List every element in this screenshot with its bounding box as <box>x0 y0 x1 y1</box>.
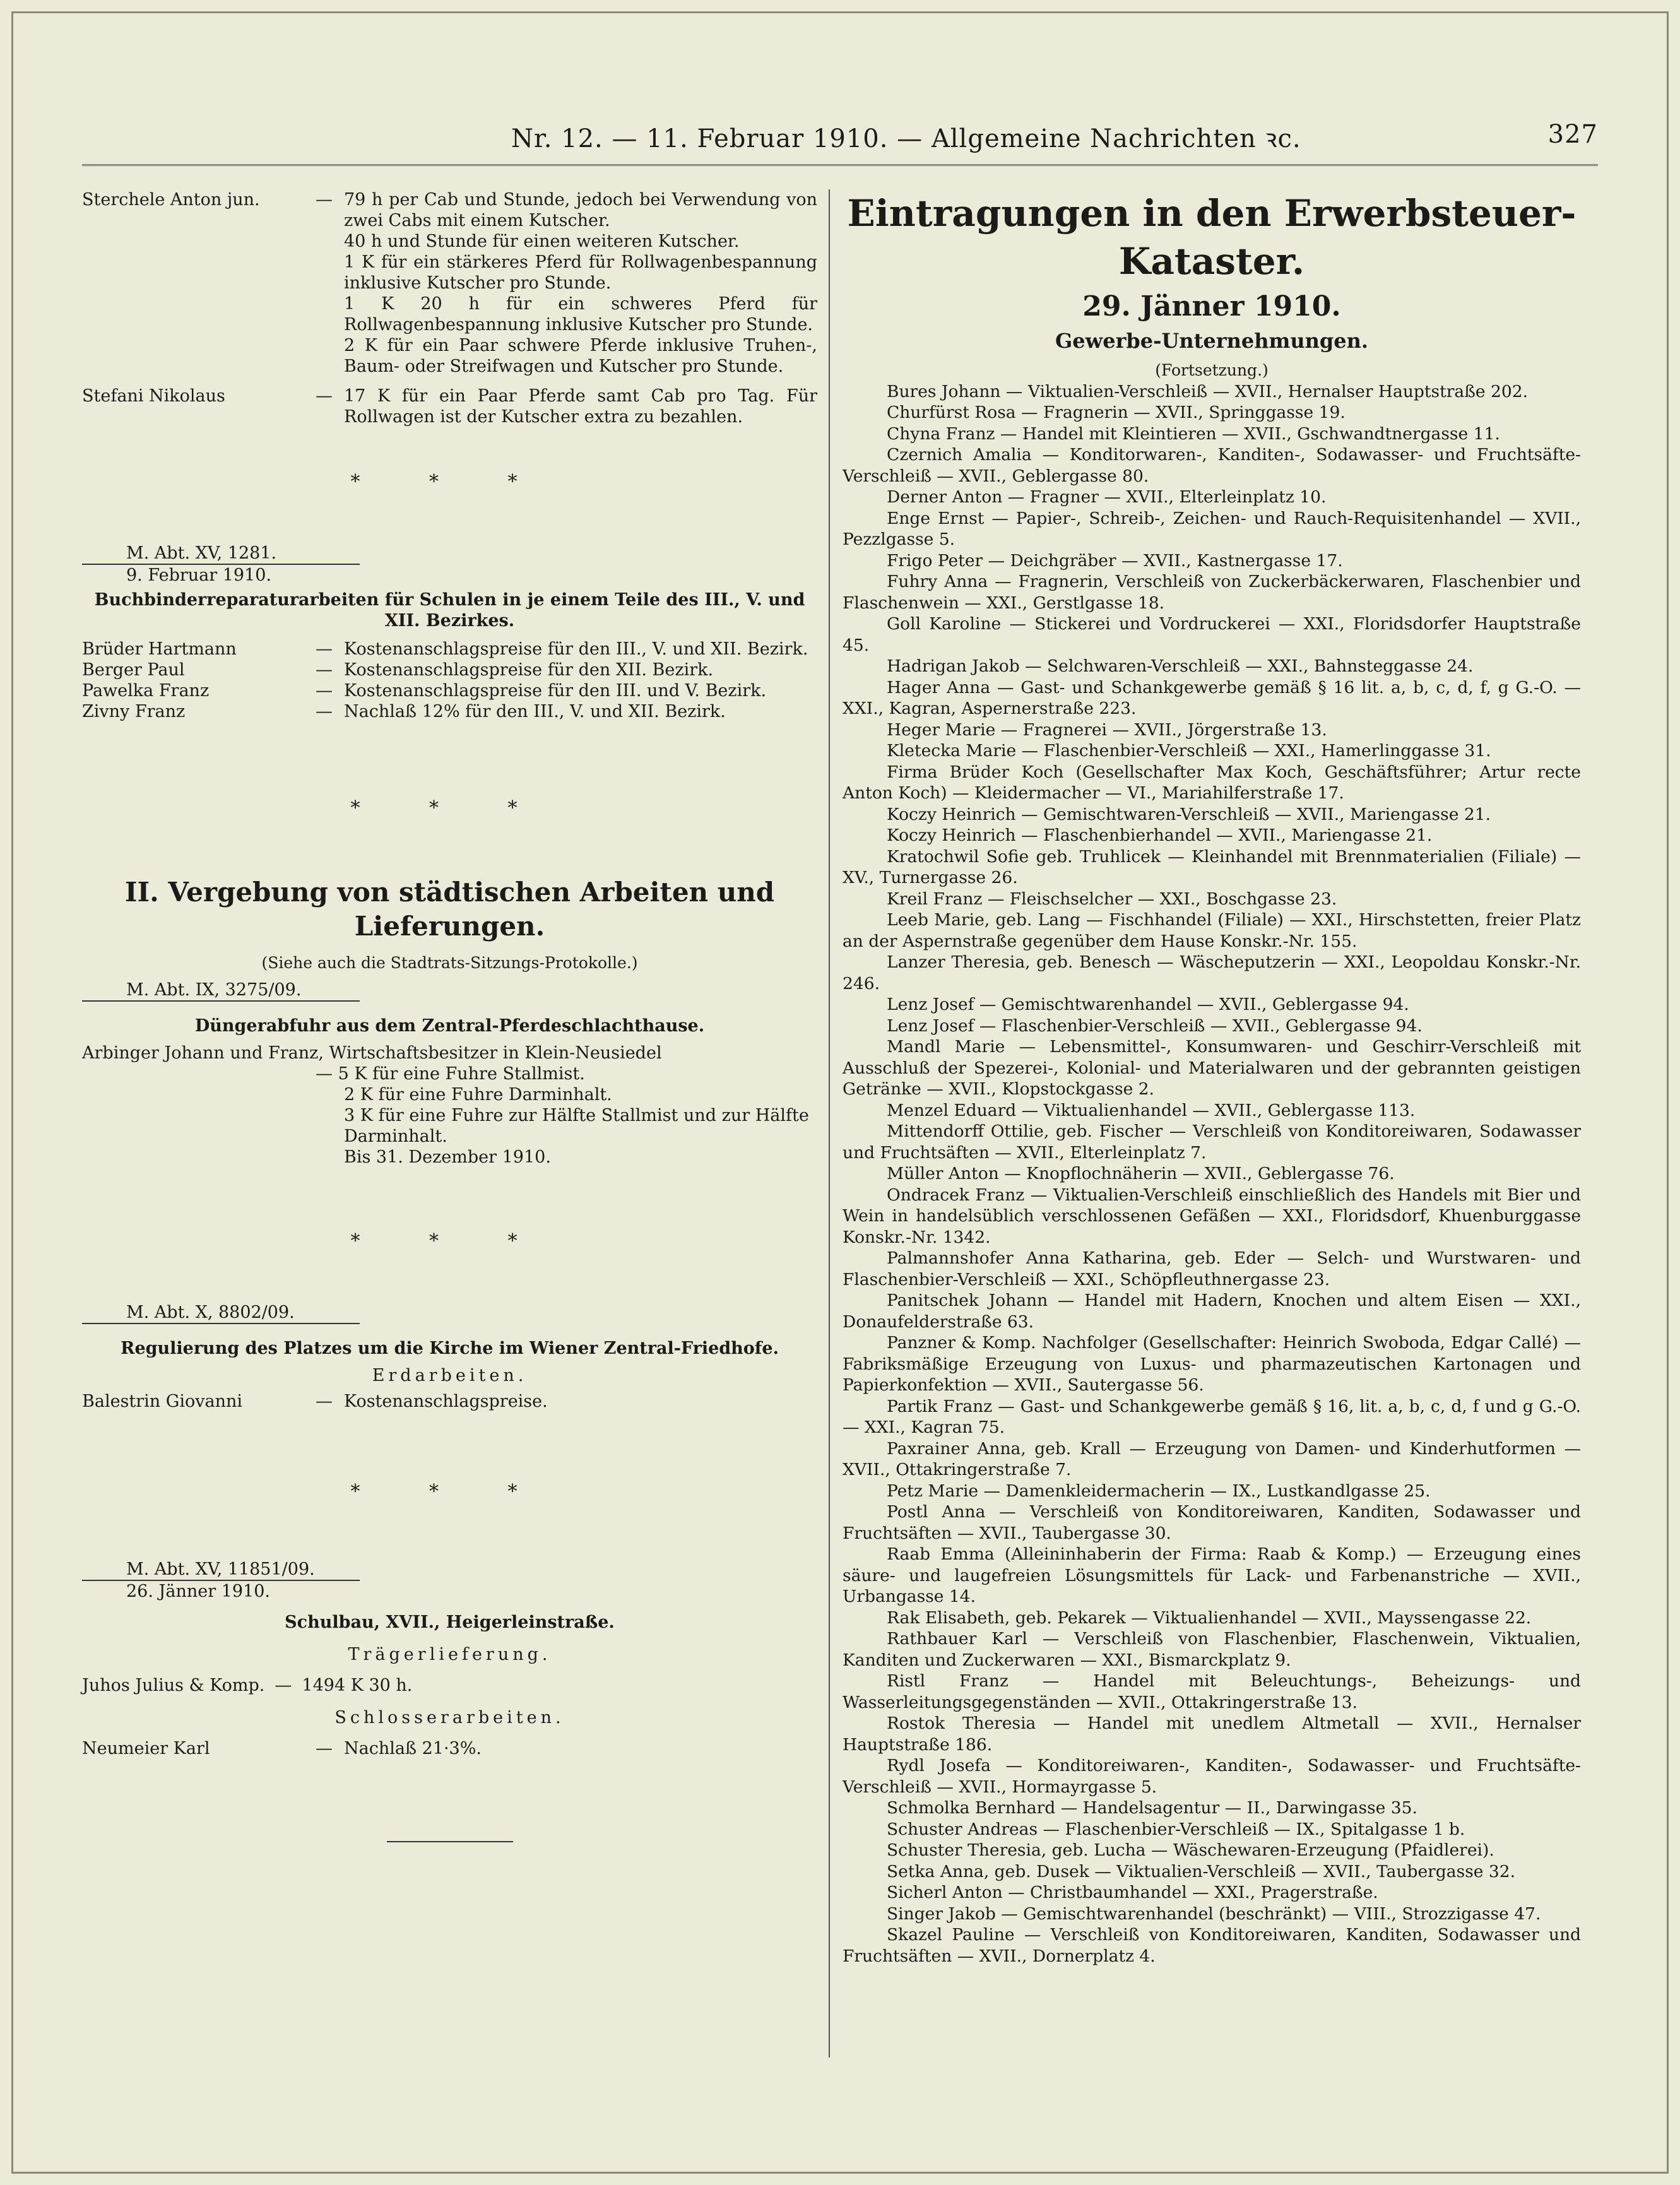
register-entry: Postl Anna — Verschleiß von Konditoreiwaren, Kanditen, Sodawasser und Fruchtsäften — XVII., Taubergasse 30. <box>843 1502 1581 1543</box>
left-column <box>82 189 817 1842</box>
bidder-name: Zivny Franz <box>82 702 186 721</box>
register-entry: Chyna Franz — Handel mit Kleintieren — XVII., Gschwandtnergasse 11. <box>887 423 1500 444</box>
register-entry: Churfürst Rosa — Fragnerin — XVII., Springgasse 19. <box>887 403 1346 422</box>
section-separator-stars: * * * <box>350 1230 549 1252</box>
tender-date: 9. Februar 1910. <box>126 565 272 585</box>
register-category: Gewerbe-Unternehmungen. <box>1055 329 1369 353</box>
dash: — <box>316 660 333 680</box>
tender-block-bookbinding <box>82 543 817 722</box>
register-entry: Hadrigan Jakob — Selchwaren-Verschleiß — XXI., Bahnsteggasse 24. <box>887 656 1474 676</box>
register-entry: Koczy Heinrich — Flaschenbierhandel — XVII., Mariengasse 21. <box>887 826 1433 845</box>
dash: — <box>316 639 333 659</box>
section-separator-stars: * * * <box>350 471 549 493</box>
offer-entry <box>82 293 817 335</box>
register-entry: Hager Anna — Gast- und Schankgewerbe gemäß § 16 lit. a, b, c, d, f, g G.-O. — XXI., Kagran, Aspernerstraße 223. <box>843 677 1581 718</box>
offer-desc: 79 h per Cab und Stunde, jedoch bei Verwendung von zwei Cabs mit einem Kutscher. <box>344 190 817 230</box>
bidder-name: Pawelka Franz <box>82 681 210 701</box>
bid-line: — 5 K für eine Fuhre Stallmist. <box>316 1064 585 1084</box>
dash: — <box>316 1739 333 1758</box>
register-entry: Müller Anton — Knopflochnäherin — XVII., Geblergasse 76. <box>887 1164 1395 1183</box>
register-entry: Bures Johann — Viktualien-Verschleiß — XVII., Hernalser Hauptstraße 202. <box>887 381 1529 401</box>
tender-heading: Regulierung des Platzes um die Kirche im Wiener Zentral-Friedhofe. <box>121 1339 779 1358</box>
dash: — <box>316 681 333 701</box>
dash: — <box>275 1676 292 1695</box>
header-title: Nr. 12. — 11. Februar 1910. — Allgemeine Nachrichten ꝛc. <box>511 124 1301 153</box>
register-entry: Koczy Heinrich — Gemischtwaren-Verschleiß — XVII., Mariengasse 21. <box>887 804 1491 824</box>
bid-terms: Nachlaß 12% für den III., V. und XII. Bezirk. <box>344 702 726 721</box>
section-separator-stars: * * * <box>350 797 549 819</box>
bid-line: 3 K für eine Fuhre zur Hälfte Stallmist und zur Hälfte Darminhalt. <box>344 1106 809 1146</box>
bidder-name: Juhos Julius & Komp. <box>82 1676 265 1695</box>
bidder-name: Arbinger Johann und Franz, Wirtschaftsbesitzer in Klein-Neusiedel <box>82 1043 662 1063</box>
work-type: Erdarbeiten. <box>372 1366 528 1385</box>
dash: — <box>316 386 333 406</box>
register-entry: Partik Franz — Gast- und Schankgewerbe gemäß § 16, lit. a, b, c, d, f und g G.-O. — XXI., Kagran 75. <box>843 1396 1581 1437</box>
offer-desc: 2 K für ein Paar schwere Pferde inklusive Truhen-, Baum- oder Streifwagen und Kutscher pro Stunde. <box>344 336 817 376</box>
register-entry: Ristl Franz — Handel mit Beleuchtungs-, Beheizungs- und Wasserleitungsgegenständen — XVII., Ottakringerstraße 13. <box>843 1671 1581 1712</box>
register-entry: Leeb Marie, geb. Lang — Fischhandel (Filiale) — XXI., Hirschstetten, freier Platz an der Aspernstraße gegenüber dem Hause Konskr.-Nr. 155. <box>843 910 1581 951</box>
register-entry: Rak Elisabeth, geb. Pekarek — Viktualienhandel — XVII., Mayssengasse 22. <box>887 1608 1532 1628</box>
reference-number: M. Abt. X, 8802/09. <box>82 1302 360 1324</box>
page-header <box>82 114 1598 158</box>
register-entry: Mittendorff Ottilie, geb. Fischer — Verschleiß von Konditoreiwaren, Sodawasser und Fruchtsäften — XVII., Elterleinplatz 7. <box>843 1122 1581 1163</box>
offer-name: Stefani Nikolaus <box>82 386 225 406</box>
register-entry: Panzner & Komp. Nachfolger (Gesellschafter: Heinrich Swoboda, Edgar Callé) — Fabriksmäßige Erzeugung von Luxus- und pharmazeutischen Kartonagen und Papierkonfektion — XVII., Sautergasse 56. <box>843 1333 1581 1395</box>
bidder-name: Brüder Hartmann <box>82 639 237 659</box>
page-number: 327 <box>1547 120 1598 149</box>
dash: — <box>316 190 333 210</box>
register-entry: Derner Anton — Fragner — XVII., Elterleinplatz 10. <box>887 487 1327 507</box>
register-entry: Lanzer Theresia, geb. Benesch — Wäscheputzerin — XXI., Leopoldau Konskr.-Nr. 246. <box>843 952 1581 993</box>
register-entry: Rostok Theresia — Handel mit unedlem Altmetall — XVII., Hernalser Hauptstraße 186. <box>843 1714 1581 1755</box>
register-entry: Lenz Josef — Gemischtwarenhandel — XVII., Geblergasse 94. <box>887 995 1409 1014</box>
bid-terms: Kostenanschlagspreise für den III., V. und XII. Bezirk. <box>344 639 808 659</box>
register-entry: Raab Emma (Alleininhaberin der Firma: Raab & Komp.) — Erzeugung eines säure- und laugefreien Lösungsmittels für Lack- und Farbenanstriche — XVII., Urbangasse 14. <box>843 1544 1581 1606</box>
offer-entry <box>82 386 817 427</box>
register-entry: Goll Karoline — Stickerei und Vordruckerei — XXI., Floridsdorfer Hauptstraße 45. <box>843 614 1581 655</box>
register-entry: Menzel Eduard — Viktualienhandel — XVII., Geblergasse 113. <box>887 1100 1416 1120</box>
register-entry: Palmannshofer Anna Katharina, geb. Eder — Selch- und Wurstwaren- und Flaschenbier-Verschleiß — XXI., Schöpfleuthnergasse 23. <box>843 1248 1581 1289</box>
tender-entry <box>82 1675 817 1696</box>
register-entry: Fuhry Anna — Fragnerin, Verschleiß von Zuckerbäckerwaren, Flaschenbier und Flaschenwein — XXI., Gerstlgasse 18. <box>843 572 1581 613</box>
end-rule <box>387 1841 513 1842</box>
work-type: Trägerlieferung. <box>348 1645 552 1664</box>
register-entry: Petz Marie — Damenkleidermacherin — IX., Lustkandlgasse 25. <box>887 1481 1431 1501</box>
register-entry: Kletecka Marie — Flaschenbier-Verschleiß — XXI., Hamerlinggasse 31. <box>887 741 1491 761</box>
register-entry: Rathbauer Karl — Verschleiß von Flaschenbier, Flaschenwein, Viktualien, Kanditen und Zuckerwaren — XXI., Bismarckplatz 9. <box>843 1629 1581 1670</box>
offer-entry <box>82 335 817 377</box>
register-entry: Heger Marie — Fragnerei — XVII., Jörgerstraße 13. <box>887 719 1327 740</box>
register-entry: Kreil Franz — Fleischselcher — XXI., Boschgasse 23. <box>887 889 1337 909</box>
tender-entry <box>82 639 817 660</box>
bid-terms: 1494 K 30 h. <box>302 1676 413 1695</box>
register-entry: Schuster Andreas — Flaschenbier-Verschleiß — IX., Spitalgasse 1 b. <box>887 1819 1465 1839</box>
tender-block-manure <box>82 980 817 1168</box>
register-entry: Ondracek Franz — Viktualien-Verschleiß einschließlich des Handels mit Bier und Wein in handelsüblich verschlossenen Gefäßen — XXI., Floridsdorf, Khuenburggasse Konskr.-Nr. 1342. <box>843 1185 1581 1247</box>
tender-date: 26. Jänner 1910. <box>126 1582 270 1601</box>
bidder-name: Berger Paul <box>82 660 185 680</box>
register-entry: Rydl Josefa — Konditoreiwaren-, Kanditen-, Sodawasser- und Fruchtsäfte-Verschleiß — XVII., Hormayrgasse 5. <box>843 1756 1581 1797</box>
offer-entry <box>82 252 817 293</box>
offer-name <box>82 231 316 252</box>
column-title: Eintragungen in den Erwerbsteuer-Kataster. <box>847 192 1576 283</box>
tender-heading: Buchbinderreparaturarbeiten für Schulen in je einem Teile des III., V. und XII. Bezirkes. <box>94 590 805 631</box>
continuation-note: (Fortsetzung.) <box>1155 361 1269 379</box>
register-entry: Schuster Theresia, geb. Lucha — Wäschewaren-Erzeugung (Pfaidlerei). <box>887 1840 1494 1860</box>
bid-terms: Kostenanschlagspreise für den XII. Bezirk. <box>344 660 714 680</box>
reference-number: M. Abt. XV, 1281. <box>82 543 360 565</box>
register-entry: Lenz Josef — Flaschenbier-Verschleiß — XVII., Geblergasse 94. <box>887 1016 1423 1036</box>
tender-entry <box>82 1391 817 1412</box>
dash: — <box>316 702 333 721</box>
tender-entry <box>82 1738 817 1759</box>
tender-heading: Düngerabfuhr aus dem Zentral-Pferdeschlachthause. <box>194 1016 705 1036</box>
bidder-name: Balestrin Giovanni <box>82 1392 242 1411</box>
offer-desc: 40 h und Stunde für einen weiteren Kutscher. <box>344 232 740 251</box>
offer-desc: 17 K für ein Paar Pferde samt Cab pro Tag. Für Rollwagen ist der Kutscher extra zu bezahlen. <box>344 386 817 427</box>
offer-name: Sterchele Anton jun. <box>82 190 260 210</box>
register-entry: Firma Brüder Koch (Gesellschafter Max Koch, Geschäftsführer; Artur recte Anton Koch) — Kleidermacher — VI., Mariahilferstraße 17. <box>843 762 1581 803</box>
bidder-name: Neumeier Karl <box>82 1739 210 1758</box>
bid-terms: Kostenanschlagspreise für den III. und V. Bezirk. <box>344 681 767 701</box>
offer-list-top <box>82 189 817 427</box>
right-column <box>843 189 1581 1967</box>
bid-line: 2 K für eine Fuhre Darminhalt. <box>344 1085 612 1104</box>
tender-entry <box>82 701 817 722</box>
register-entry: Mandl Marie — Lebensmittel-, Konsumwaren- und Geschirr-Verschleiß mit Ausschluß der Spezerei-, Kolonial- und Materialwaren und der gebrannten geistigen Getränke — XVII., Klopstockgasse 2. <box>843 1037 1581 1099</box>
offer-name <box>82 335 316 377</box>
register-entry: Paxrainer Anna, geb. Krall — Erzeugung von Damen- und Kinderhutformen — XVII., Ottakringerstraße 7. <box>843 1438 1581 1479</box>
register-date: 29. Jänner 1910. <box>1082 290 1341 323</box>
bid-validity: Bis 31. Dezember 1910. <box>344 1147 551 1167</box>
register-entry: Kratochwil Sofie geb. Truhlicek — Kleinhandel mit Brennmaterialien (Filiale) — XV., Turnergasse 26. <box>843 846 1581 887</box>
register-entry: Enge Ernst — Papier-, Schreib-, Zeichen- und Rauch-Requisitenhandel — XVII., Pezzlgasse 5. <box>843 508 1581 549</box>
register-entries <box>843 381 1581 1967</box>
header-rule <box>82 164 1598 166</box>
register-entry: Schmolka Bernhard — Handelsagentur — II., Darwingasse 35. <box>887 1798 1417 1818</box>
section-separator-stars: * * * <box>350 1481 549 1503</box>
offer-desc: 1 K für ein stärkeres Pferd für Rollwagenbespannung inklusive Kutscher pro Stunde. <box>344 252 817 293</box>
work-type: Schlosserarbeiten. <box>334 1708 565 1727</box>
column-divider <box>829 189 830 2058</box>
dash: — <box>316 1392 333 1411</box>
register-entry: Singer Jakob — Gemischtwarenhandel (beschränkt) — VIII., Strozzigasse 47. <box>887 1904 1541 1924</box>
offer-entry <box>82 189 817 231</box>
register-entry: Panitschek Johann — Handel mit Hadern, Knochen und altem Eisen — XXI., Donaufelderstraße 63. <box>843 1291 1581 1332</box>
tender-block-cemetery <box>82 1302 817 1412</box>
section-note: (Siehe auch die Stadtrats-Sitzungs-Protokolle.) <box>261 954 638 972</box>
offer-name <box>82 252 316 293</box>
offer-entry <box>82 231 817 252</box>
tender-block-schoolbuild <box>82 1559 817 1842</box>
reference-number: M. Abt. XV, 11851/09. <box>82 1559 360 1581</box>
offer-desc: 1 K 20 h für ein schweres Pferd für Rollwagenbespannung inklusive Kutscher pro Stunde. <box>344 294 817 335</box>
tender-entry <box>82 660 817 680</box>
tender-entry <box>82 680 817 701</box>
register-entry: Sicherl Anton — Christbaumhandel — XXI., Pragerstraße. <box>887 1883 1378 1902</box>
register-entry: Frigo Peter — Deichgräber — XVII., Kastnergasse 17. <box>887 550 1343 571</box>
register-entry: Czernich Amalia — Konditorwaren-, Kanditen-, Sodawasser- und Fruchtsäfte-Verschleiß — XVII., Geblergasse 80. <box>843 445 1581 486</box>
register-entry: Skazel Pauline — Verschleiß von Konditoreiwaren, Kanditen, Sodawasser und Fruchtsäften — XVII., Dornerplatz 4. <box>843 1925 1581 1966</box>
reference-number: M. Abt. IX, 3275/09. <box>82 980 360 1002</box>
bid-terms: Kostenanschlagspreise. <box>344 1392 548 1411</box>
register-entry: Setka Anna, geb. Dusek — Viktualien-Verschleiß — XVII., Taubergasse 32. <box>887 1861 1516 1881</box>
tender-heading: Schulbau, XVII., Heigerleinstraße. <box>285 1613 615 1632</box>
offer-name <box>82 293 316 335</box>
section-title: II. Vergebung von städtischen Arbeiten und Lieferungen. <box>124 877 775 942</box>
tender-entries <box>82 639 817 722</box>
bid-terms: Nachlaß 21·3%. <box>344 1739 482 1758</box>
